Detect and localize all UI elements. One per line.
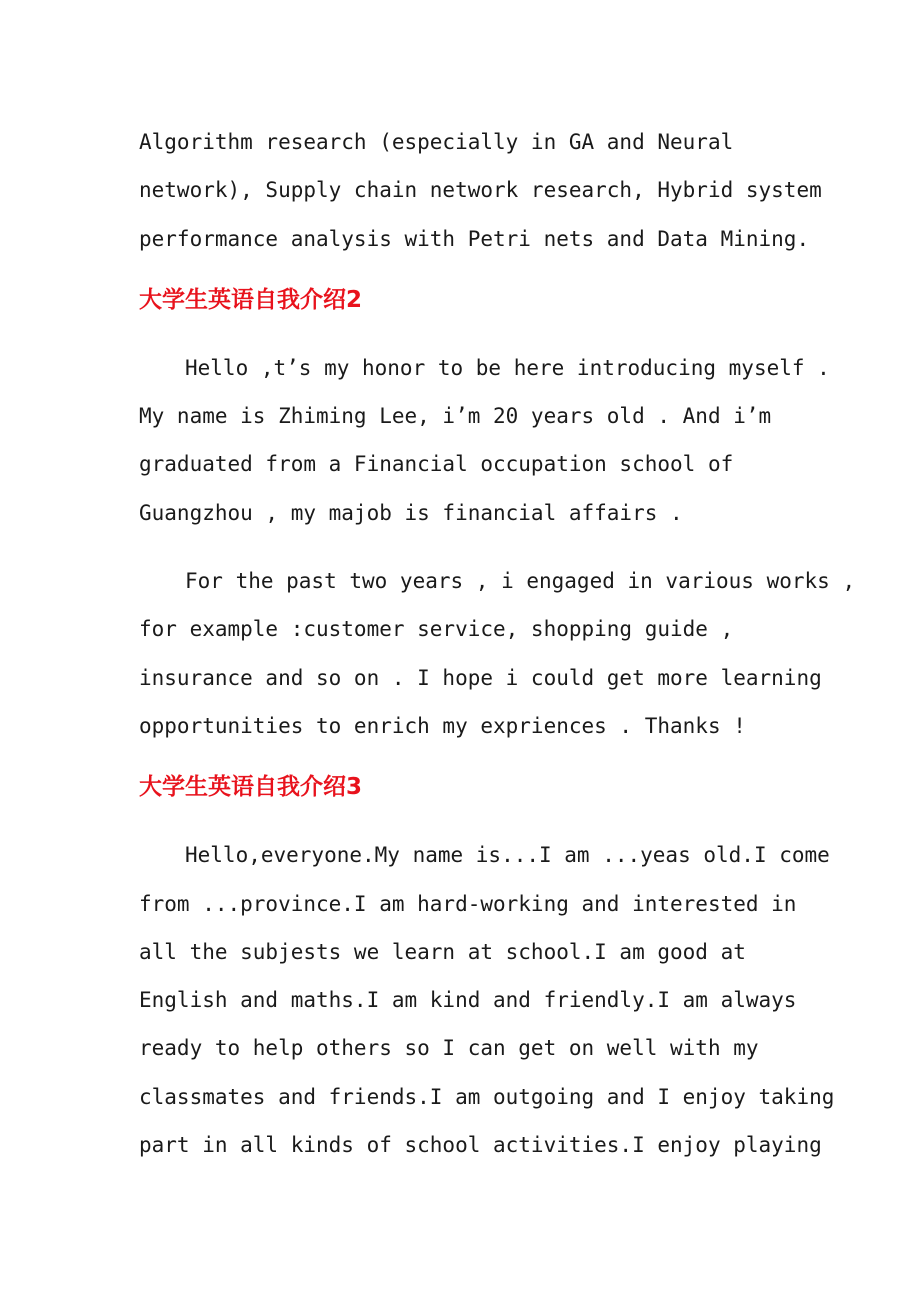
text-line: performance analysis with Petri nets and Data Mining. (139, 226, 810, 251)
section-3-paragraph-1 (139, 831, 835, 1169)
section-1-paragraph (139, 118, 822, 263)
text-line: all the subjests we learn at school.I am good at (139, 939, 746, 964)
text-line: classmates and friends.I am outgoing and I enjoy taking (139, 1084, 835, 1109)
text-line: from ...province.I am hard-working and interested in (139, 891, 797, 916)
text-line: English and maths.I am kind and friendly.I am always (139, 988, 797, 1013)
document-body (139, 118, 856, 1169)
text-line: My name is Zhiming Lee, i’m 20 years old . And i’m (139, 404, 772, 429)
section-3-heading: 大学生英语自我介绍3 (139, 774, 363, 801)
section-2-paragraph-1 (139, 344, 830, 537)
text-line: For the past two years , i engaged in various works , (185, 569, 856, 594)
paragraph-spacer (139, 537, 819, 557)
text-line: Hello ,t’s my honor to be here introducing myself . (185, 355, 830, 380)
text-line: for example :customer service, shopping guide , (139, 617, 734, 642)
text-line: graduated from a Financial occupation school of (139, 452, 734, 477)
text-line: insurance and so on . I hope i could get more learning (139, 665, 822, 690)
text-line: opportunities to enrich my expriences . Thanks ! (139, 713, 746, 738)
section-2-heading: 大学生英语自我介绍2 (139, 286, 363, 313)
text-line: Guangzhou , my majob is financial affairs . (139, 500, 683, 525)
text-line: ready to help others so I can get on well with my (139, 1036, 759, 1061)
text-line: part in all kinds of school activities.I enjoy playing (139, 1133, 822, 1158)
text-line: Hello,everyone.My name is...I am ...yeas old.I come (185, 843, 830, 868)
text-line: network), Supply chain network research, Hybrid system (139, 178, 822, 203)
section-2-paragraph-2 (139, 557, 856, 750)
text-line: Algorithm research (especially in GA and Neural (139, 130, 734, 154)
